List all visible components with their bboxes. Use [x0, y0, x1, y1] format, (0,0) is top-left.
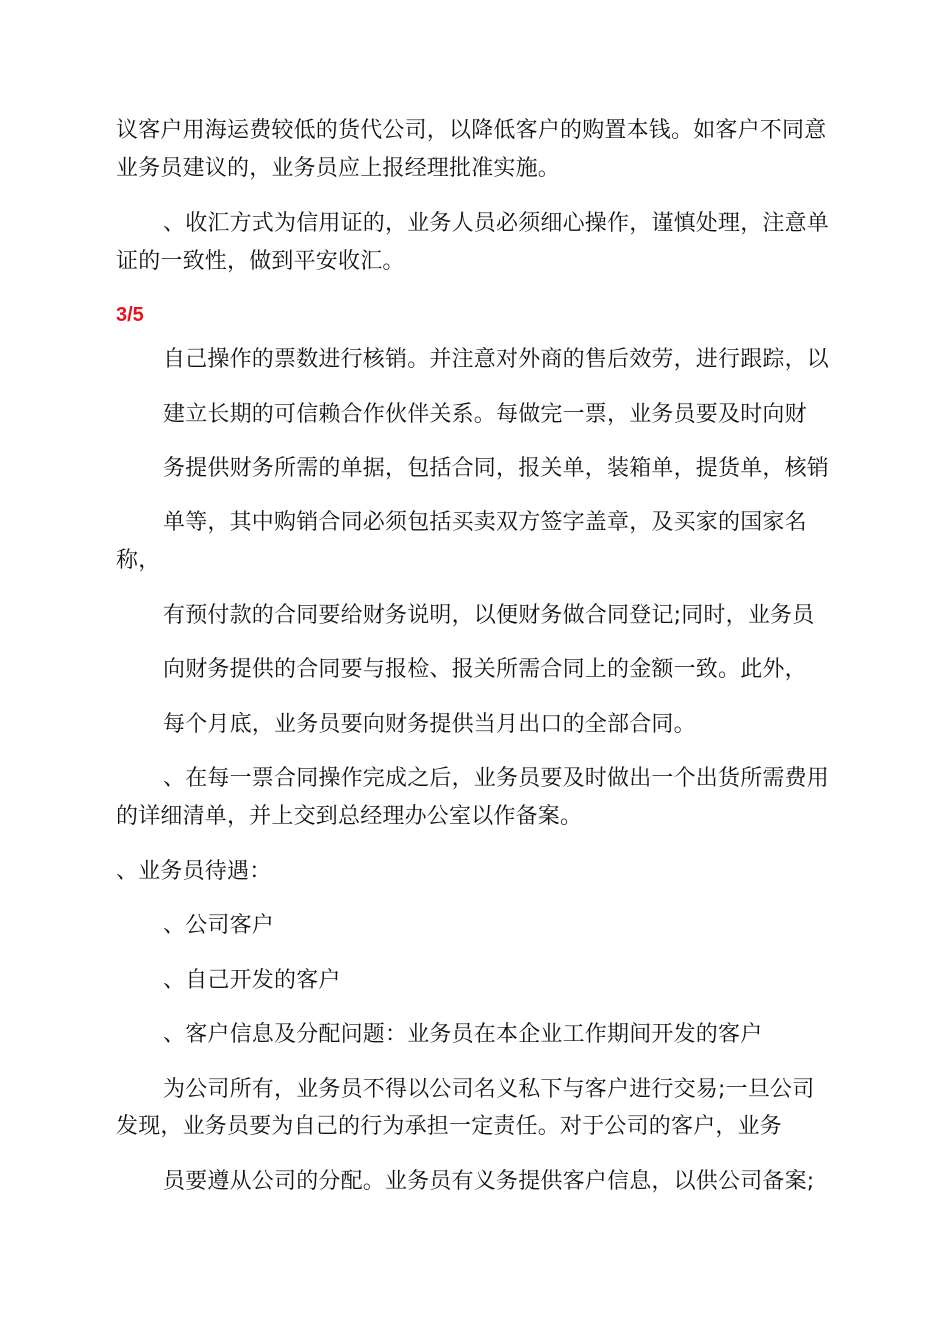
page-indicator: 3/5	[116, 304, 144, 326]
text-line: 、收汇方式为信用证的，业务人员必须细心操作，谨慎处理，注意单	[163, 211, 830, 236]
text-line: 、在每一票合同操作完成之后，业务员要及时做出一个出货所需费用	[163, 766, 830, 791]
text-line: 的详细清单，并上交到总经理办公室以作备案。	[116, 804, 583, 829]
text-line: 有预付款的合同要给财务说明，以便财务做合同登记;同时，业务员	[163, 603, 815, 628]
text-line: 员要遵从公司的分配。业务员有义务提供客户信息，以供公司备案;	[163, 1169, 815, 1194]
text-line: 为公司所有，业务员不得以公司名义私下与客户进行交易;一旦公司	[163, 1077, 815, 1102]
text-line: 每个月底，业务员要向财务提供当月出口的全部合同。	[163, 712, 696, 737]
text-line: 发现，业务员要为自己的行为承担一定责任。对于公司的客户，业务	[116, 1114, 783, 1139]
text-line: 建立长期的可信赖合作伙伴关系。每做完一票，业务员要及时向财	[163, 402, 807, 427]
text-line: 议客户用海运费较低的货代公司，以降低客户的购置本钱。如客户不同意	[116, 118, 827, 143]
text-line: 单等，其中购销合同必须包括买卖双方签字盖章，及买家的国家名	[163, 510, 807, 535]
text-line: 、自己开发的客户	[163, 968, 341, 993]
text-line: 、公司客户	[163, 913, 275, 938]
text-line: 向财务提供的合同要与报检、报关所需合同上的金额一致。此外，	[163, 657, 807, 682]
text-line: 务提供财务所需的单据，包括合同，报关单，装箱单，提货单，核销	[163, 456, 830, 481]
text-line: 、客户信息及分配问题：业务员在本企业工作期间开发的客户	[163, 1022, 763, 1047]
text-line: 、业务员待遇：	[116, 859, 272, 884]
text-line: 证的一致性，做到平安收汇。	[116, 249, 405, 274]
text-line: 业务员建议的，业务员应上报经理批准实施。	[116, 156, 561, 181]
text-line: 称，	[116, 548, 161, 573]
text-line: 自己操作的票数进行核销。并注意对外商的售后效劳，进行跟踪，以	[163, 347, 830, 372]
